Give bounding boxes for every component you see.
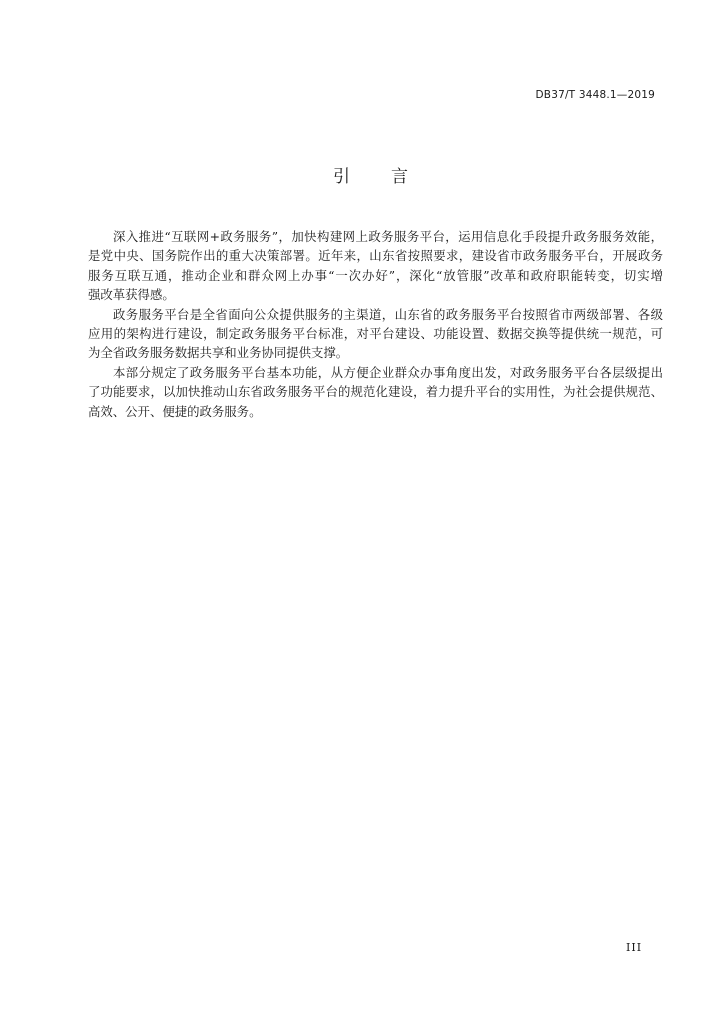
paragraph-line: 高效、公开、便捷的政务服务。	[88, 403, 262, 419]
paragraph-line: 应用的架构进行建设，制定政务服务平台标准，对平台建设、功能设置、数据交换等提供统一规范，可	[88, 325, 663, 341]
paragraph-line: 强改革获得感。	[88, 287, 175, 303]
page-title: 引言	[333, 167, 449, 187]
paragraph	[88, 227, 663, 305]
paragraph	[88, 363, 663, 421]
paragraph-line: 政务服务平台是全省面向公众提供服务的主渠道，山东省的政务服务平台按照省市两级部署、各级	[113, 306, 663, 322]
paragraph-line: 了功能要求，以加快推动山东省政务服务平台的规范化建设，着力提升平台的实用性，为社会提供规范、	[88, 384, 663, 400]
paragraph-line: 本部分规定了政务服务平台基本功能，从方便企业群众办事角度出发，对政务服务平台各层级提出	[113, 364, 663, 380]
paragraph-line: 是党中央、国务院作出的重大决策部署。近年来，山东省按照要求，建设省市政务服务平台，开展政务	[88, 248, 663, 264]
paragraph-line: 为全省政务服务数据共享和业务协同提供支撑。	[88, 345, 349, 361]
paragraph-line: 服务互联互通，推动企业和群众网上办事“一次办好”，深化“放管服”改革和政府职能转变，切实增	[88, 267, 663, 283]
paragraph-line: 深入推进“互联网+政务服务”，加快构建网上政务服务平台，运用信息化手段提升政务服务效能，	[113, 229, 663, 244]
introduction-body	[88, 227, 663, 421]
standard-code-header: DB37/T 3448.1—2019	[535, 89, 655, 101]
paragraph	[88, 305, 663, 363]
page-number: III	[626, 941, 643, 954]
